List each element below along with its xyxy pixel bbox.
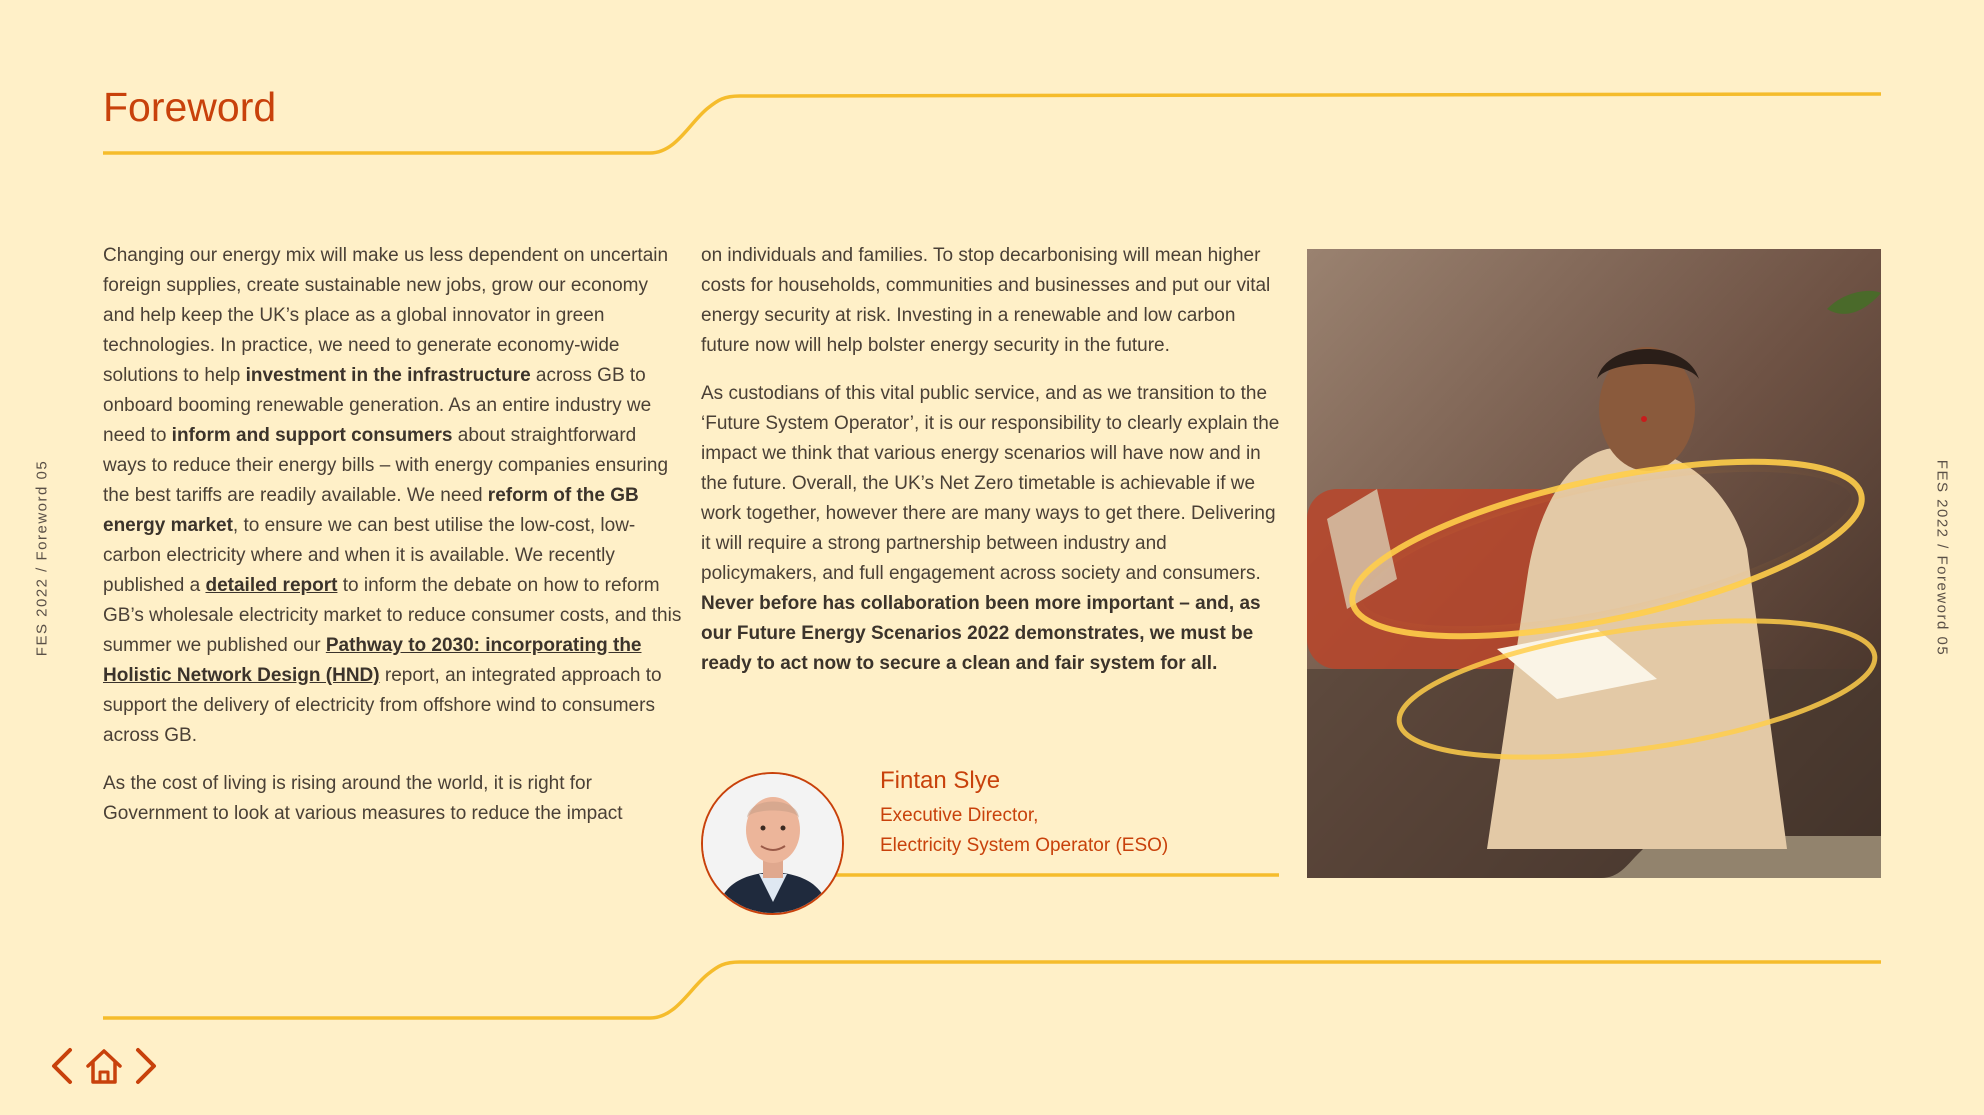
paragraph: As the cost of living is rising around the world, it is right for Government to look at various measures to reduce the impact bbox=[103, 773, 623, 824]
author-role: Executive Director, Electricity System Operator (ESO) bbox=[880, 805, 1169, 856]
body-column-1 bbox=[103, 241, 683, 847]
side-page-label-right: FES 2022 / Foreword 05 bbox=[1933, 459, 1951, 657]
paragraph: As custodians of this vital public service, and as we transition to the ‘Future System Operator’, it is our responsibility to clearly explain the impact we think that various energy scenarios will have now and in the future. Overall, the UK’s Net Zero timetable is achievable if we work together, however there are many ways to get there. Delivering it will require a strong partnership between industry and policymakers, and full engagement across society and consumers. Never before has collaboration been more important – and, as our Future Energy Scenarios 2022 demonstrates, we must be ready to act now to secure a clean and fair system for all. bbox=[701, 383, 1280, 674]
bold-phrase: reform of the GB energy market bbox=[103, 485, 639, 536]
page-title: Foreword bbox=[103, 84, 277, 130]
paragraph: on individuals and families. To stop decarbonising will mean higher costs for households, communities and businesses and put our vital energy security at risk. Investing in a renewable and low carbon future now will help bolster energy security in the future. bbox=[701, 245, 1271, 356]
bold-phrase: investment in the infrastructure bbox=[245, 365, 531, 386]
body-column-2 bbox=[701, 241, 1286, 697]
side-page-label-left: FES 2022 / Foreword 05 bbox=[33, 459, 51, 657]
bold-phrase: inform and support consumers bbox=[171, 425, 453, 446]
author-name: Fintan Slye bbox=[880, 767, 1001, 794]
feature-photo bbox=[1307, 249, 1881, 878]
author-avatar bbox=[701, 772, 844, 915]
detailed-report-link[interactable]: detailed report bbox=[205, 575, 338, 596]
chevron-left-icon[interactable] bbox=[48, 1046, 74, 1086]
home-icon[interactable] bbox=[84, 1046, 124, 1086]
bold-phrase: Never before has collaboration been more important – and, as our Future Energy Scenarios 2022 demonstrates, we must be ready to act now to secure a clean and fair system for all. bbox=[701, 593, 1261, 674]
pathway-to-2030-link[interactable]: Pathway to 2030: incorporating the Holistic Network Design (HND) bbox=[103, 635, 642, 686]
chevron-right-icon[interactable] bbox=[134, 1046, 160, 1086]
paragraph: Changing our energy mix will make us less dependent on uncertain foreign supplies, create sustainable new jobs, grow our economy and help keep the UK’s place as a global innovator in green technologies. In practice, we need to generate economy-wide solutions to help investment in the infrastructure across GB to onboard booming renewable generation. As an entire industry we need to inform and support consumers about straightforward ways to reduce their energy bills – with energy companies ensuring the best tariffs are readily available. We need reform of the GB energy market, to ensure we can best utilise the low-cost, low-carbon electricity where and when it is available. We recently published a detailed report to inform the debate on how to reform GB’s wholesale electricity market to reduce consumer costs, and this summer we published our Pathway to 2030: incorporating the Holistic Network Design (HND) report, an integrated approach to support the delivery of electricity from offshore wind to consumers across GB. bbox=[103, 245, 682, 746]
footer-divider-line bbox=[103, 962, 1881, 1018]
